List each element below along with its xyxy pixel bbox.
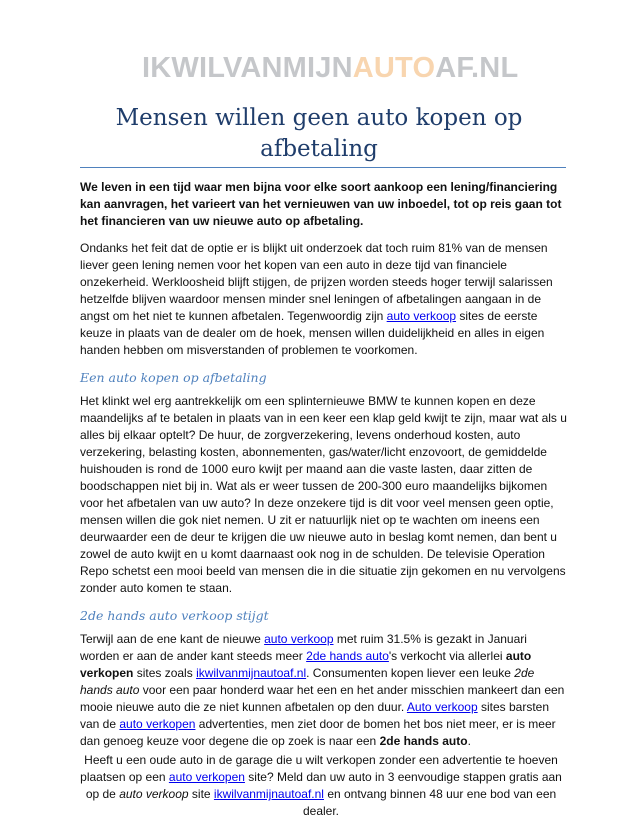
logo-text-part3: AF.NL [435,51,519,84]
footer-link-auto-verkopen[interactable]: auto verkopen [168,770,245,784]
intro-paragraph: We leven in een tijd waar men bijna voor elke soort aankoop een lening/financiering kan aanvragen, het varieert van het vernieuwen van uw inboedel, tot op reis gaan tot het financieren van uw nieuwe auto op afbetaling. [80,180,562,228]
link-auto-verkoop-2[interactable]: Auto verkoop [406,700,478,714]
link-auto-verkopen[interactable]: auto verkopen [119,717,196,731]
link-auto-verkoop[interactable]: auto verkoop [386,309,457,323]
section-heading-2de-hands: 2de hands auto verkoop stijgt [80,608,269,623]
footer-link-site[interactable]: ikwilvanmijnautoaf.nl [213,787,324,801]
section-heading-afbetaling: Een auto kopen op afbetaling [80,370,267,385]
paragraph-3: Terwijl aan de ene kant de nieuwe auto verkoop met ruim 31.5% is gezakt in Januari worden er aan de ander kant steeds meer 2de hands auto's verkocht via allerlei auto verkopen sites zoals ikwilvanmijnautoaf.nl. Consumenten kopen liever een leuke 2de hands auto voor een paar honderd waar het een en het ander misschien mankeert dan een mooie nieuwe auto die ze niet kunnen afbetalen op den duur. Auto verkoop sites barsten van de auto verkopen advertenties, men ziet door de bomen het bos niet meer, er is meer dan genoeg keuze voor degene die op zoek is naar een 2de hands auto. [80,632,565,748]
document-title: Mensen willen geen auto kopen op afbetaling [115,105,523,162]
watermark-logo [134,38,519,98]
footer-call-to-action: Heeft u een oude auto in de garage die u wilt verkopen zonder een advertentie te hoeven plaatsen op een auto verkopen site? Meld dan uw auto in 3 eenvoudige stappen gratis aan op de auto verkoop site ikwilvanmijnautoaf.nl en ontvang binnen 48 uur ene bod van een dealer. [80,753,562,818]
link-2de-hands-auto[interactable]: 2de hands auto [306,649,389,663]
link-auto-verkoop[interactable]: auto verkoop [264,632,334,646]
article-body [80,179,568,760]
title-divider [80,167,566,168]
paragraph-1: Ondanks het feit dat de optie er is blijkt uit onderzoek dat toch ruim 81% van de mensen liever geen lening nemen voor het kopen van een auto in deze tijd van financiele onzekerheid. Werkloosheid blijft stijgen, de prijzen worden steeds hoger terwijl salarissen hetzelfde blijven waardoor mensen minder snel leningen of afbetalingen aangaan in de angst om het niet te kunnen afbetalen. Tegenwoordig zijn auto verkoop sites de eerste keuze in plaats van de dealer om de hoek, mensen willen duidelijkheid en alles in eigen handen hebben om misverstanden of problemen te voorkomen. [80,241,553,357]
link-site[interactable]: ikwilvanmijnautoaf.nl [196,666,307,680]
logo-text-part1: IKWILVANMIJN [142,51,353,84]
logo-text-part2: AUTO [352,51,436,84]
paragraph-2: Het klinkt wel erg aantrekkelijk om een splinternieuwe BMW te kunnen kopen en deze maandelijks af te betalen in plaats van in een keer een klap geld kwijt te zijn, maar wat als u alles bij elkaar optelt? De huur, de zorgverzekering, levens onderhoud kosten, auto verzekering, belasting kosten, abonnementen, gas/water/licht enzovoort, de gemiddelde huishouden is rond de 1000 euro kwijt per maand aan die vaste lasten, daar zitten de boodschappen niet bij in. Wat als er weer tussen de 200-300 euro maandelijks bijkomen voor het afbetalen van uw auto? In deze onzekere tijd is dit voor veel mensen geen optie, mensen willen die gok niet nemen. U zit er natuurlijk niet op te wachten om ineens een deurwaarder een de deur te krijgen die uw nieuwe auto in beslag komt nemen, dan bent u zowel de auto kwijt en u komt daarnaast ook nog in de schulden. De televisie Operation Repo schetst een mooi beeld van mensen die in die situatie zijn gekomen en nu vervolgens zonder auto komen te staan. [80,394,567,595]
